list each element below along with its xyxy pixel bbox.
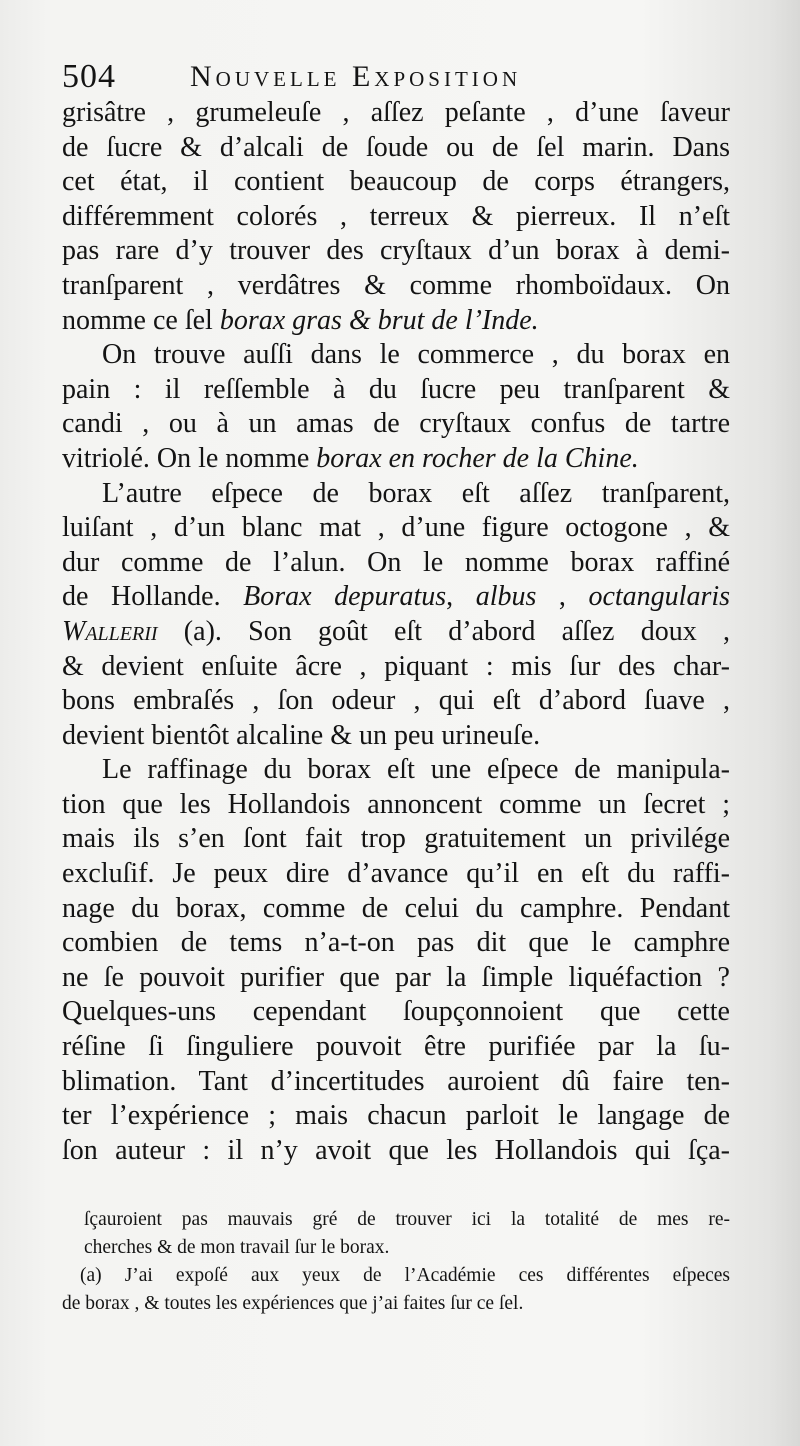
line-text: différemment colorés , terreux & pierreux. Il n’eſt bbox=[62, 200, 730, 232]
text-line bbox=[62, 234, 730, 269]
text-line bbox=[62, 615, 730, 650]
text-line bbox=[62, 546, 730, 581]
italic-text: Borax depuratus bbox=[243, 581, 447, 613]
line-text: blimation. Tant d’incertitudes auroient dû faire ten- bbox=[62, 1065, 730, 1097]
footnote-text: cherches & de mon travail ſur le borax. bbox=[84, 1237, 390, 1258]
line-text: excluſif. Je peux dire d’avance qu’il en eſt du raffi- bbox=[62, 858, 730, 890]
text-line bbox=[62, 684, 730, 719]
text-line bbox=[62, 719, 730, 754]
text-line bbox=[62, 1030, 730, 1065]
text-line bbox=[62, 373, 730, 408]
text-line bbox=[62, 788, 730, 823]
footnote-line bbox=[62, 1262, 730, 1290]
text-line bbox=[62, 1134, 730, 1169]
line-text: nage du borax, comme de celui du camphre. Pendant bbox=[62, 892, 730, 924]
line-text: combien de tems n’a-t-on pas dit que le camphre bbox=[62, 927, 730, 959]
text-line bbox=[62, 200, 730, 235]
italic-text: octangularis bbox=[588, 581, 730, 613]
line-text: candi , ou à un amas de cryſtaux confus de tartre bbox=[62, 408, 730, 440]
line-text: ne ſe pouvoit purifier que par la ſimple liquéfaction ? bbox=[62, 961, 730, 993]
italic-text: borax gras & brut de l’Inde. bbox=[219, 304, 539, 336]
text-line bbox=[62, 269, 730, 304]
footnote-text: (a) J’ai expoſé aux yeux de l’Académie ces différentes eſpeces bbox=[80, 1265, 730, 1286]
line-text: ter l’expérience ; mais chacun parloit le langage de bbox=[62, 1100, 730, 1132]
footnotes bbox=[62, 1206, 730, 1318]
page-number: 504 bbox=[62, 58, 116, 95]
text-line bbox=[62, 165, 730, 200]
line-text: nomme ce ſel bbox=[62, 304, 220, 336]
line-text: , bbox=[446, 581, 476, 613]
line-text: mais ils s’en ſont fait trop gratuitement un privilége bbox=[62, 823, 730, 855]
footnote-line bbox=[62, 1234, 730, 1262]
line-text: L’autre eſpece de borax eſt aſſez tranſparent, bbox=[102, 477, 730, 509]
line-text: devient bientôt alcaline & un peu urineuſe. bbox=[62, 719, 541, 751]
line-text: réſine ſi ſinguliere pouvoit être purifiée par la ſu- bbox=[62, 1031, 730, 1063]
footnote-line bbox=[62, 1290, 730, 1318]
text-line bbox=[62, 822, 730, 857]
line-text: tranſparent , verdâtres & comme rhomboïdaux. On bbox=[62, 269, 730, 301]
line-text: Le raffinage du borax eſt une eſpece de manipula- bbox=[102, 754, 730, 786]
text-line bbox=[62, 1099, 730, 1134]
line-text: vitriolé. On le nomme bbox=[62, 442, 317, 474]
text-line bbox=[62, 753, 730, 788]
line-text: ſon auteur : il n’y avoit que les Hollandois qui ſça- bbox=[62, 1134, 730, 1166]
line-text: On trouve auſſi dans le commerce , du borax en bbox=[102, 339, 730, 371]
text-line bbox=[62, 131, 730, 166]
italic-text: borax en rocher de la Chine. bbox=[316, 442, 639, 474]
line-text: dur comme de l’alun. On le nomme borax raffiné bbox=[62, 546, 730, 578]
text-line bbox=[62, 926, 730, 961]
line-text: , bbox=[536, 581, 589, 613]
line-text: Quelques-uns cependant ſoupçonnoient que cette bbox=[62, 996, 730, 1028]
line-text: pain : il reſſemble à du ſucre peu tranſparent & bbox=[62, 373, 730, 405]
text-line bbox=[62, 477, 730, 512]
line-text: tion que les Hollandois annoncent comme un ſecret ; bbox=[62, 788, 730, 820]
text-line bbox=[62, 650, 730, 685]
small-caps-name: Wallerii bbox=[62, 615, 158, 647]
line-text: bons embraſés , ſon odeur , qui eſt d’abord ſuave , bbox=[62, 685, 730, 717]
text-line bbox=[62, 580, 730, 615]
line-text: & devient enſuite âcre , piquant : mis ſur des char- bbox=[62, 650, 730, 682]
line-text: luiſant , d’un blanc mat , d’une figure octogone , & bbox=[62, 512, 730, 544]
running-title: Nouvelle Exposition bbox=[190, 60, 522, 93]
line-text: (a). Son goût eſt d’abord aſſez doux , bbox=[157, 615, 730, 647]
footnote-text: ſçauroient pas mauvais gré de trouver ici la totalité de mes re- bbox=[84, 1209, 730, 1230]
text-line bbox=[62, 338, 730, 373]
line-text: de ſucre & d’alcali de ſoude ou de ſel marin. Dans bbox=[62, 131, 730, 163]
text-line bbox=[62, 995, 730, 1030]
text-line bbox=[62, 961, 730, 996]
footnote-line bbox=[62, 1206, 730, 1234]
text-line bbox=[62, 892, 730, 927]
line-text: pas rare d’y trouver des cryſtaux d’un borax à demi- bbox=[62, 235, 730, 267]
text-line bbox=[62, 1065, 730, 1100]
line-text: de Hollande. bbox=[62, 581, 244, 613]
page-header bbox=[62, 56, 742, 96]
footnote-text: de borax , & toutes les expériences que j’ai faites ſur ce ſel. bbox=[62, 1293, 524, 1314]
text-line bbox=[62, 857, 730, 892]
body-text bbox=[62, 96, 730, 1168]
text-line bbox=[62, 96, 730, 131]
text-line bbox=[62, 511, 730, 546]
text-line bbox=[62, 442, 730, 477]
italic-text: albus bbox=[475, 581, 537, 613]
line-text: cet état, il contient beaucoup de corps étrangers, bbox=[62, 166, 730, 198]
text-line bbox=[62, 407, 730, 442]
line-text: grisâtre , grumeleuſe , aſſez peſante , d’une ſaveur bbox=[62, 97, 730, 128]
text-line bbox=[62, 304, 730, 339]
